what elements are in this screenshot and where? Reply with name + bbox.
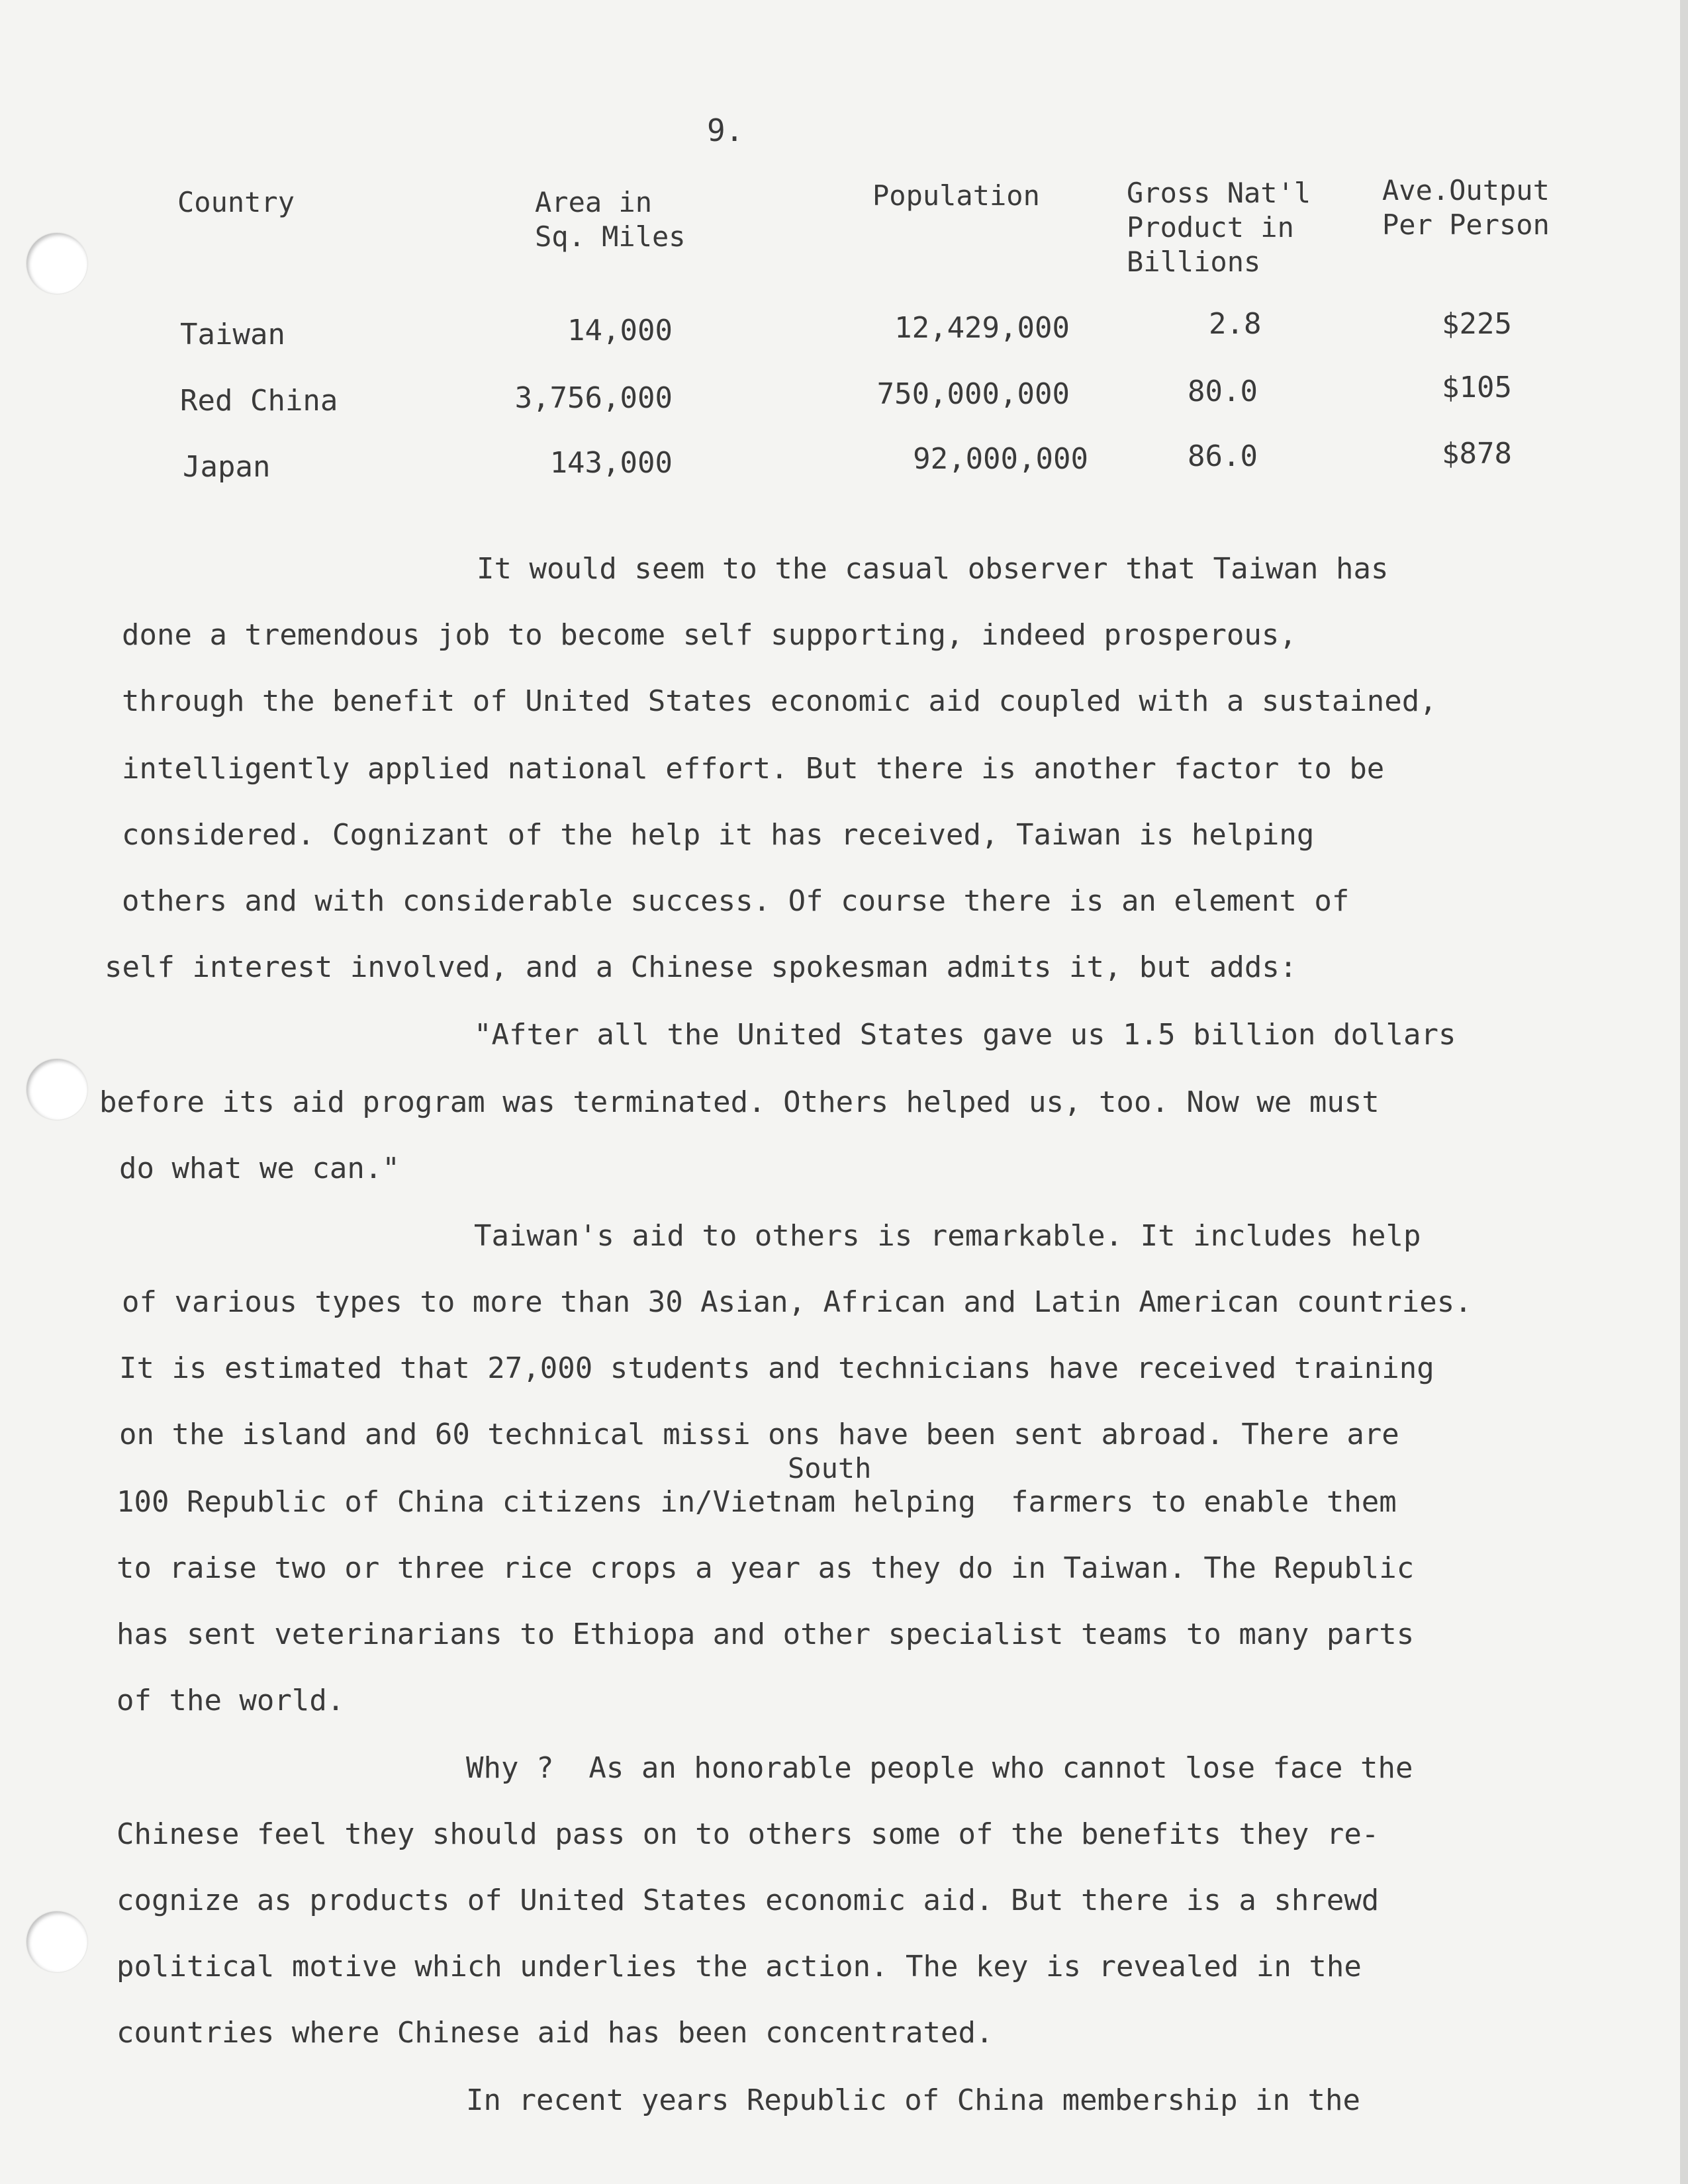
body-line: In recent years Republic of China membership in the (466, 2083, 1361, 2117)
body-line: of the world. (117, 1684, 345, 1717)
body-line: cognize as products of United States economic aid. But there is a shrewd (117, 1884, 1380, 1917)
header-gnp: Gross Nat'l Product in Billions (1127, 177, 1311, 278)
punch-hole-middle (26, 1059, 87, 1120)
punch-hole-top (26, 233, 87, 294)
header-area: Area in Sq. Miles (535, 186, 686, 253)
quote-line: "After all the United States gave us 1.5 billion dollars (474, 1018, 1456, 1052)
page-right-edge (1680, 0, 1688, 2184)
cell-output: $225 (1442, 307, 1512, 341)
cell-area: 14,000 (567, 314, 673, 347)
cell-area: 143,000 (549, 446, 673, 480)
body-line: political motive which underlies the action. The key is revealed in the (117, 1950, 1362, 1983)
body-line: done a tremendous job to become self supporting, indeed prosperous, (122, 618, 1297, 652)
quote-line: do what we can." (119, 1152, 400, 1185)
inserted-word: South (788, 1452, 872, 1484)
header-country: Country (177, 186, 295, 218)
body-line: to raise two or three rice crops a year as they do in Taiwan. The Republic (117, 1551, 1415, 1585)
body-line: others and with considerable success. Of course there is an element of (122, 884, 1350, 918)
body-line: Taiwan's aid to others is remarkable. It includes help (474, 1219, 1421, 1253)
header-output: Ave.Output Per Person (1382, 174, 1550, 241)
body-line: considered. Cognizant of the help it has received, Taiwan is helping (122, 818, 1315, 852)
cell-output: $105 (1442, 371, 1512, 404)
punch-hole-bottom (26, 1911, 87, 1972)
cell-country: Red China (180, 384, 338, 418)
quote-line: before its aid program was terminated. Others helped us, too. Now we must (99, 1085, 1380, 1119)
cell-country: Taiwan (180, 318, 285, 351)
body-line: 100 Republic of China citizens in/Vietnam helping farmers to enable them (117, 1485, 1397, 1519)
body-line: has sent veterinarians to Ethiopa and other specialist teams to many parts (117, 1617, 1415, 1651)
cell-country: Japan (183, 450, 271, 484)
body-line: Chinese feel they should pass on to others some of the benefits they re- (117, 1817, 1380, 1851)
cell-gnp: 86.0 (1188, 439, 1258, 473)
cell-output: $878 (1442, 437, 1512, 471)
header-population: Population (872, 179, 1040, 212)
body-line: countries where Chinese aid has been concentrated. (117, 2016, 994, 2050)
cell-population: 750,000,000 (876, 377, 1070, 411)
body-line: of various types to more than 30 Asian, African and Latin American countries. (122, 1285, 1472, 1319)
cell-gnp: 2.8 (1209, 307, 1262, 341)
cell-area: 3,756,000 (514, 381, 673, 415)
cell-gnp: 80.0 (1188, 375, 1258, 408)
cell-population: 92,000,000 (913, 442, 1088, 476)
cell-population: 12,429,000 (894, 311, 1070, 345)
body-line: through the benefit of United States economic aid coupled with a sustained, (122, 684, 1437, 718)
page-number: 9. (707, 113, 744, 148)
body-line: on the island and 60 technical missi ons have been sent abroad. There are (119, 1418, 1399, 1451)
body-line: It would seem to the casual observer that Taiwan has (477, 552, 1389, 586)
body-line: self interest involved, and a Chinese spokesman admits it, but adds: (105, 950, 1297, 984)
body-line: intelligently applied national effort. But there is another factor to be (122, 752, 1385, 786)
body-line: Why ? As an honorable people who cannot lose face the (466, 1751, 1413, 1785)
body-line: It is estimated that 27,000 students and technicians have received training (119, 1351, 1434, 1385)
